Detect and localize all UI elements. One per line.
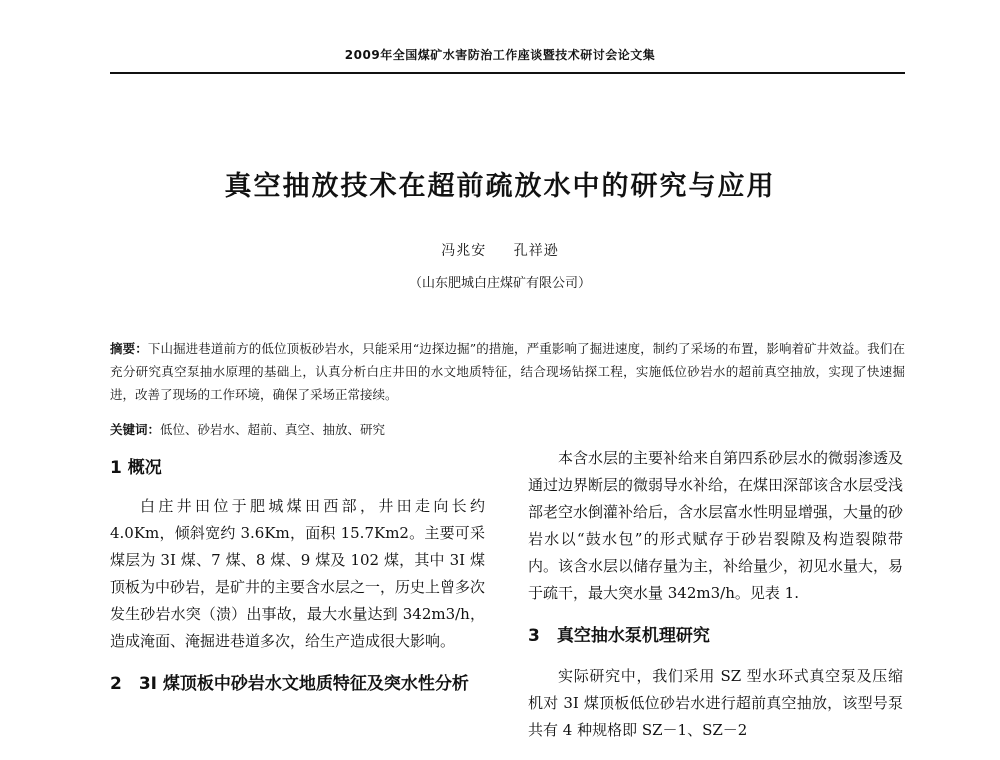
body-paragraph: 实际研究中，我们采用 SZ 型水环式真空泵及压缩机对 3I 煤顶板低位砂岩水进行超前真空抽放，该型号泵共有 4 种规格即 SZ－1、SZ－2	[528, 667, 903, 739]
affiliation: （山东肥城白庄煤矿有限公司）	[408, 276, 591, 291]
left-column	[110, 455, 485, 697]
header-rule	[110, 72, 905, 74]
paper-title: 真空抽放技术在超前疏放水中的研究与应用	[224, 171, 776, 202]
body-paragraph: 本含水层的主要补给来自第四系砂层水的微弱渗透及通过边界断层的微弱导水补给，在煤田深部该含水层受浅部老空水倒灌补给后，含水层富水性明显增强，大量的砂岩水以“鼓水包”的形式赋存于砂岩裂隙及构造裂隙带内。该含水层以储存量为主，补给量少，初见水量大，易于疏干，最大突水量 342m3/h。见表 1.	[528, 449, 904, 602]
running-head: 2009年全国煤矿水害防治工作座谈暨技术研讨会论文集	[344, 48, 656, 62]
abstract-text: 下山掘进巷道前方的低位顶板砂岩水，只能采用“边探边掘”的措施，严重影响了掘进速度，制约了采场的布置，影响着矿井效益。我们在充分研究真空泵抽水原理的基础上，认真分析白庄井田的水文地质特征，结合现场钻探工程，实施低位砂岩水的超前真空抽放，实现了快速掘进，改善了现场的工作环境，确保了采场正常接续。	[110, 341, 905, 402]
author-name: 冯兆安	[441, 243, 487, 259]
section-heading: 2 3I 煤顶板中砂岩水文地质特征及突水性分析	[110, 674, 469, 694]
right-column	[528, 445, 903, 744]
abstract	[110, 337, 905, 406]
body-paragraph: 白庄井田位于肥城煤田西部，井田走向长约4.0Km，倾斜宽约 3.6Km，面积 15.7Km2。主要可采煤层为 3I 煤、7 煤、8 煤、9 煤及 102 煤，其中 3I 煤顶板为中砂岩，是矿井的主要含水层之一，历史上曾多次发生砂岩水突（溃）出事故，最大水量达到 342m3/h，造成淹面、淹掘进巷道多次，给生产造成很大影响。	[110, 497, 486, 650]
section-heading: 3 真空抽水泵机理研究	[528, 626, 710, 646]
author-list	[0, 240, 1000, 260]
author-name: 孔祥逊	[513, 243, 559, 259]
keywords	[110, 420, 905, 438]
keywords-text: 低位、砂岩水、超前、真空、抽放、研究	[160, 422, 386, 437]
abstract-label: 摘要：	[110, 341, 148, 356]
section-heading: 1 概况	[110, 458, 162, 478]
keywords-label: 关键词：	[110, 422, 161, 437]
